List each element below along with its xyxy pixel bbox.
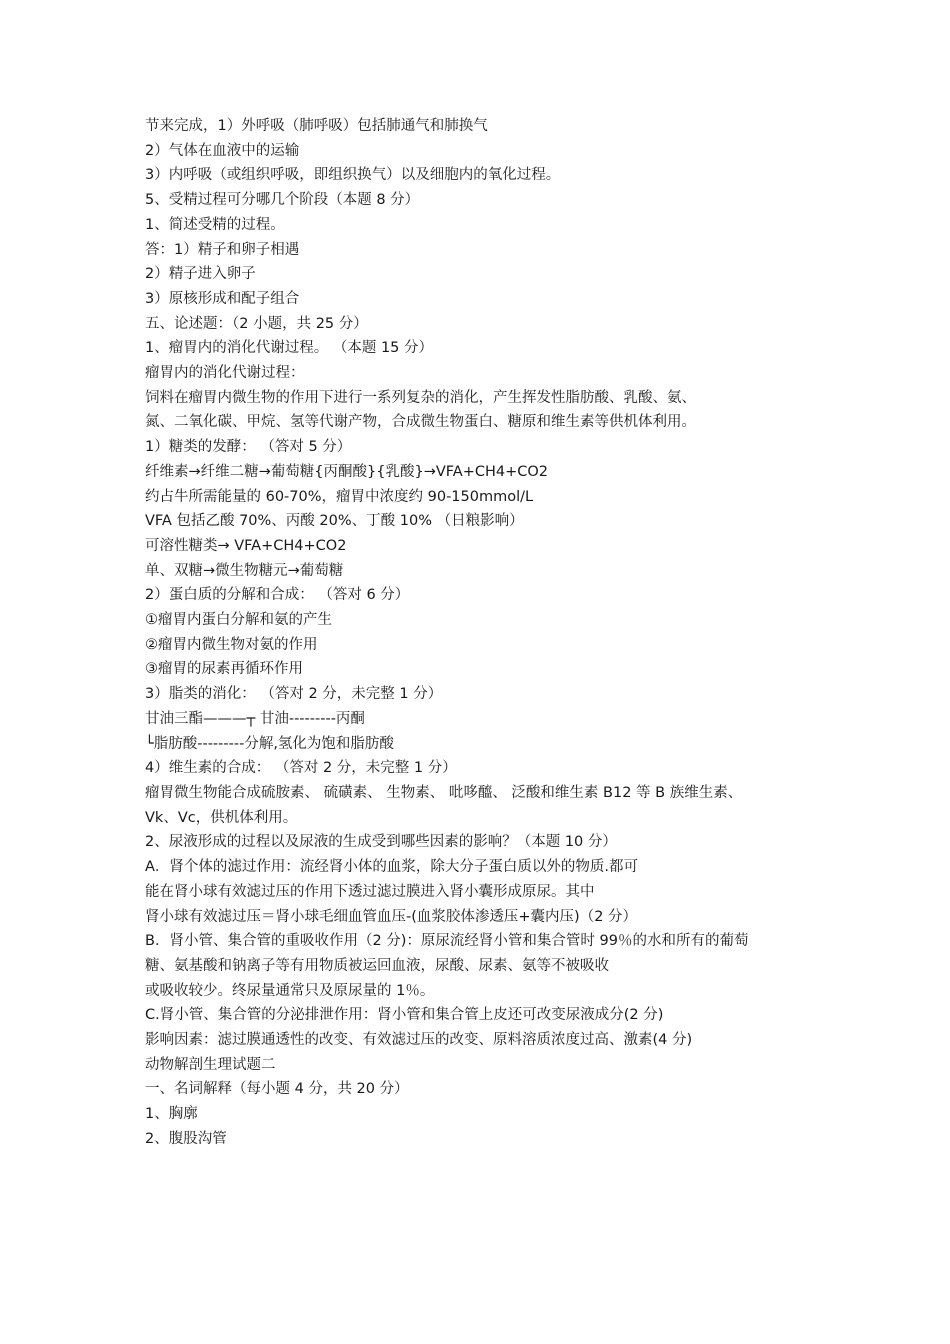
text-line: C.肾小管、集合管的分泌排泄作用：肾小管和集合管上皮还可改变尿液成分(2 分) xyxy=(145,1007,664,1024)
section-heading: 一、名词解释（每小题 4 分，共 20 分） xyxy=(145,1081,409,1098)
text-line: 2）蛋白质的分解和合成： （答对 6 分） xyxy=(145,587,410,604)
text-line: 氮、二氧化碳、甲烷、氢等代谢产物，合成微生物蛋白、糖原和维生素等供机体利用。 xyxy=(145,414,696,431)
text-line: VFA 包括乙酸 70%、丙酸 20%、丁酸 10% （日粮影响） xyxy=(145,513,524,530)
text-line: 瘤胃内的消化代谢过程： xyxy=(145,365,305,382)
question-heading: 1、瘤胃内的消化代谢过程。 （本题 15 分） xyxy=(145,340,434,357)
text-line: 3）原核形成和配子组合 xyxy=(145,290,300,307)
text-line: 4）维生素的合成： （答对 2 分，未完整 1 分） xyxy=(145,760,457,777)
question-heading: 2、尿液形成的过程以及尿液的生成受到哪些因素的影响？（本题 10 分） xyxy=(145,834,617,851)
document-body xyxy=(145,114,815,1152)
text-line: 1）糖类的发酵： （答对 5 分） xyxy=(145,439,352,456)
section-heading: 五、论述题：（2 小题，共 25 分） xyxy=(145,315,368,332)
text-line: 3）脂类的消化： （答对 2 分，未完整 1 分） xyxy=(145,686,443,703)
text-line: 节来完成，1）外呼吸（肺呼吸）包括肺通气和肺换气 xyxy=(145,118,488,134)
text-line: 2）气体在血液中的运输 xyxy=(145,142,300,159)
text-line: 影响因素：滤过膜通透性的改变、有效滤过压的改变、原料溶质浓度过高、激素(4 分) xyxy=(145,1032,693,1049)
text-line: 2）精子进入卵子 xyxy=(145,266,256,283)
text-line: 能在肾小球有效滤过压的作用下透过滤过膜进入肾小囊形成原尿。其中 xyxy=(145,883,595,900)
formula-line: 可溶性糖类→ VFA+CH4+CO2 xyxy=(145,537,347,554)
formula-line: 单、双糖→微生物糖元→葡萄糖 xyxy=(145,562,344,579)
answer-line: 答：1）精子和卵子相遇 xyxy=(145,241,300,258)
formula-line: 纤维素→纤维二糖→葡萄糖{丙酮酸}{乳酸}→VFA+CH4+CO2 xyxy=(145,463,549,480)
text-line: 糖、氨基酸和钠离子等有用物质被运回血液，尿酸、尿素、氨等不被吸收 xyxy=(145,957,609,974)
text-line: 饲料在瘤胃内微生物的作用下进行一系列复杂的消化，产生挥发性脂肪酸、乳酸、氨、 xyxy=(145,389,696,406)
text-line: B．肾小管、集合管的重吸收作用（2 分)：原尿流经肾小管和集合管时 99％的水和所有的葡萄 xyxy=(145,933,749,950)
text-line: 1、胸廓 xyxy=(145,1106,198,1123)
text-line: 1、简述受精的过程。 xyxy=(145,216,285,233)
text-line: 肾小球有效滤过压＝肾小球毛细血管血压-(血浆胶体渗透压+囊内压)（2 分） xyxy=(145,908,638,925)
text-line: Vk、Vc，供机体利用。 xyxy=(145,809,298,826)
formula-line: 甘油三酯———┬ 甘油---------丙酮 xyxy=(145,710,365,727)
text-line: 2、腹股沟管 xyxy=(145,1130,227,1147)
text-line: 或吸收较少。终尿量通常只及原尿量的 1％。 xyxy=(145,982,435,999)
text-line: ②瘤胃内微生物对氨的作用 xyxy=(145,636,318,653)
text-line: 约占牛所需能量的 60-70%，瘤胃中浓度约 90-150mmol/L xyxy=(145,488,534,505)
text-line: A．肾个体的滤过作用：流经肾小体的血浆，除大分子蛋白质以外的物质.都可 xyxy=(145,859,639,876)
text-line: ③瘤胃的尿素再循环作用 xyxy=(145,661,303,678)
question-heading: 5、受精过程可分哪几个阶段（本题 8 分） xyxy=(145,192,420,209)
text-line: 3）内呼吸（或组织呼吸，即组织换气）以及细胞内的氧化过程。 xyxy=(145,167,561,184)
text-line: 瘤胃微生物能合成硫胺素、 硫磺素、 生物素、 吡哆醯、 泛酸和维生素 B12 等 B 族维生素、 xyxy=(145,784,743,801)
formula-line: └脂肪酸---------分解,氢化为饱和脂肪酸 xyxy=(145,735,394,752)
text-line: ①瘤胃内蛋白分解和氨的产生 xyxy=(145,612,332,629)
document-title: 动物解剖生理试题二 xyxy=(145,1056,276,1073)
